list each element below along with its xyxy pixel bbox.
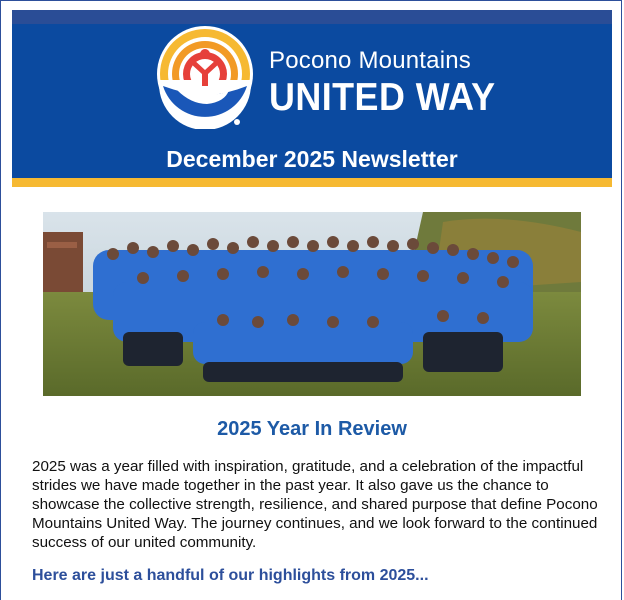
newsletter-header [12, 10, 612, 187]
intro-paragraph: 2025 was a year filled with inspiration, gratitude, and a celebration of the impactful strides we have made together in the past year. It also gave us the chance to showcase the collective strength, resilience, and shared purpose that define Pocono Mountains United Way. The journey continues, and we look forward to the continued success of our united community. [32, 458, 598, 551]
header-top-bar [12, 10, 612, 24]
org-name-line1: Pocono Mountains [269, 47, 471, 74]
highlights-intro: Here are just a handful of our highlights from 2025... [32, 567, 429, 584]
group-photo[interactable] [43, 212, 581, 396]
header-gold-bar [12, 178, 612, 187]
newsletter-title: December 2025 Newsletter [166, 146, 458, 172]
united-way-logo-icon [155, 24, 255, 129]
org-name-line2: UNITED WAY [269, 76, 496, 119]
section-title: 2025 Year In Review [217, 418, 407, 440]
